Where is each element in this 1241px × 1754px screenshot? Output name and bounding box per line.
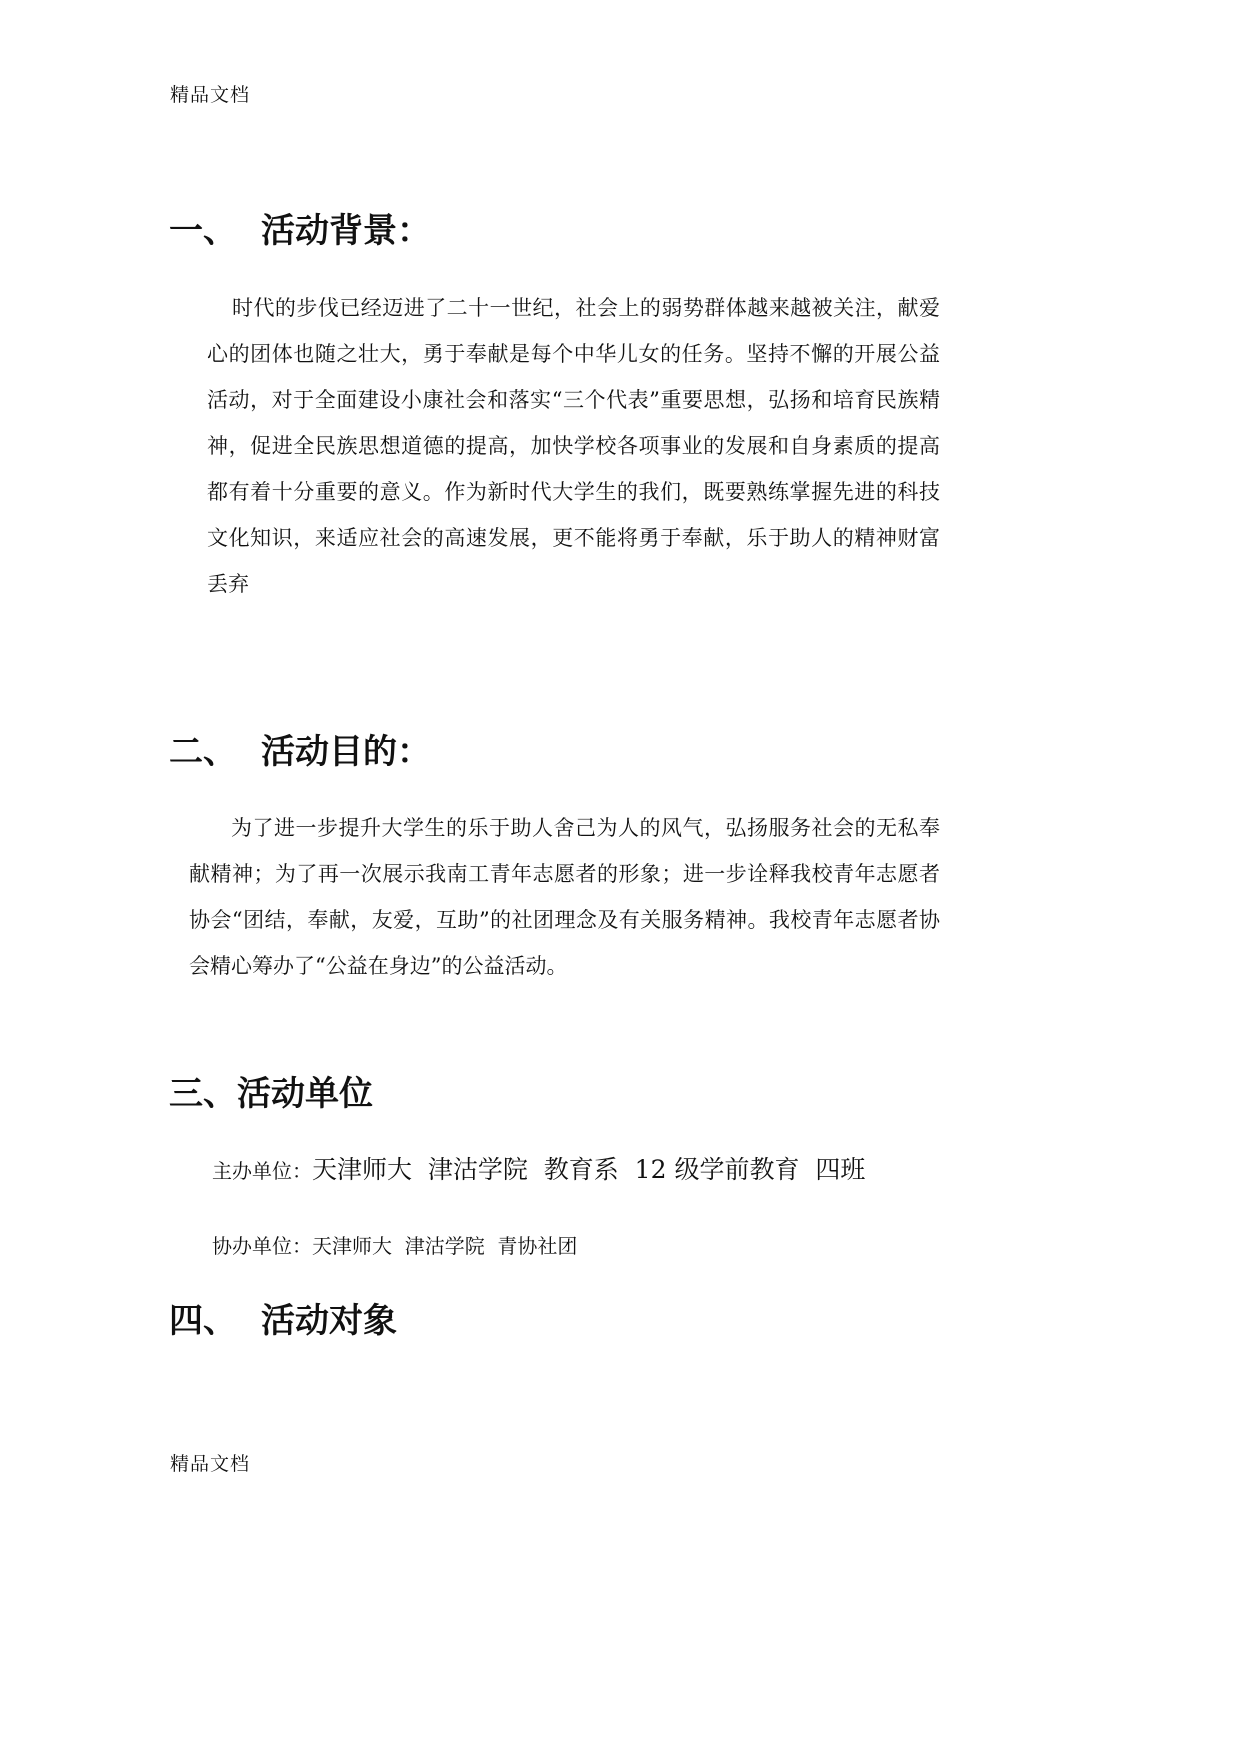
- organizer-label: 主办单位：: [212, 1159, 312, 1183]
- co-organizer-label: 协办单位：: [212, 1234, 312, 1258]
- section-2-number: 二、: [169, 732, 237, 772]
- co-organizer-line: [212, 1230, 577, 1259]
- section-1-title: 活动背景：: [261, 211, 431, 251]
- co-organizer-value: 天津师大 津沽学院 青协社团: [312, 1234, 578, 1258]
- section-1-heading: [169, 203, 431, 252]
- header-watermark: 精品文档: [170, 84, 251, 106]
- section-3-heading: [169, 1066, 373, 1115]
- footer-watermark: 精品文档: [170, 1453, 251, 1475]
- section-4-title: 活动对象: [261, 1301, 397, 1341]
- section-2-heading: [169, 724, 431, 773]
- section-4-heading: [169, 1293, 397, 1342]
- organizer-line: [212, 1150, 865, 1186]
- section-3-number: 三、: [169, 1074, 237, 1114]
- section-2-paragraph: 为了进一步提升大学生的乐于助人舍己为人的风气，弘扬服务社会的无私奉献精神；为了再一次展示我南工青年志愿者的形象；进一步诠释我校青年志愿者协会“团结，奉献，友爱，互助”的社团理念及有关服务精神。我校青年志愿者协会精心筹办了“公益在身边”的公益活动。: [189, 816, 940, 978]
- section-1-paragraph: 时代的步伐已经迈进了二十一世纪，社会上的弱势群体越来越被关注，献爱心的团体也随之壮大，勇于奉献是每个中华儿女的任务。坚持不懈的开展公益活动，对于全面建设小康社会和落实“三个代表”重要思想，弘扬和培育民族精神，促进全民族思想道德的提高，加快学校各项事业的发展和自身素质的提高都有着十分重要的意义。作为新时代大学生的我们，既要熟练掌握先进的科技文化知识，来适应社会的高速发展，更不能将勇于奉献，乐于助人的精神财富丢弃: [207, 296, 940, 596]
- section-4-number: 四、: [169, 1301, 237, 1341]
- organizer-value: 天津师大 津沽学院 教育系 12 级学前教育 四班: [312, 1155, 866, 1184]
- section-3-title: 活动单位: [237, 1074, 373, 1114]
- section-2-title: 活动目的：: [261, 732, 431, 772]
- section-1-number: 一、: [169, 211, 237, 251]
